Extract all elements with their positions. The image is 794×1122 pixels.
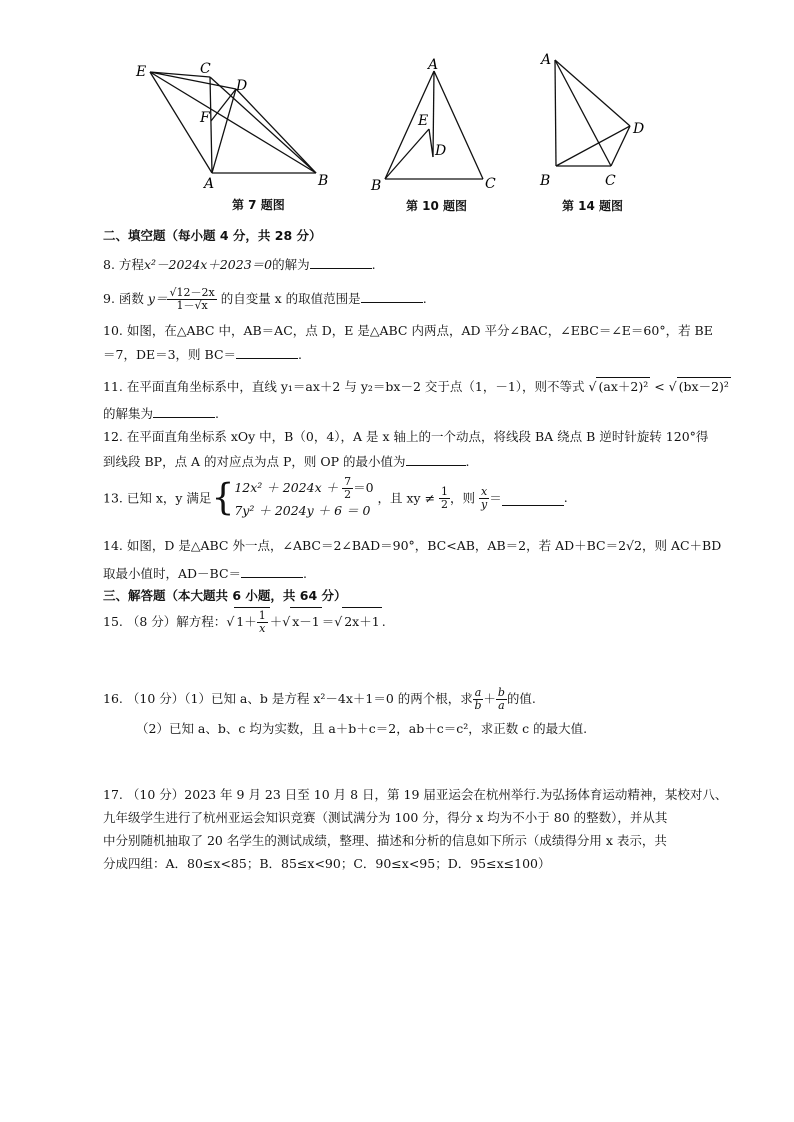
section-3-title: 三、解答题（本大题共 6 小题，共 64 分） — [103, 588, 347, 603]
question-15: 15. （8 分）解方程：√ 1＋ $\frac{1}{x}$ ＋√ x－1 ＝√ 2x＋1 . — [103, 609, 386, 635]
figure-14-caption: 第 14 题图 — [562, 199, 624, 213]
q9-pre: 函数 — [118, 291, 144, 306]
segment-EB — [150, 72, 316, 173]
q11-number: 11. — [103, 379, 123, 394]
question-12-line2: 到线段 BP，点 A 的对应点为点 P，则 OP 的最小值为 . — [103, 451, 470, 471]
segment-DA — [212, 89, 236, 173]
q11-right-radicand: (bx－2)² — [678, 379, 729, 394]
q12-line2: 到线段 BP，点 A 的对应点为点 P，则 OP 的最小值为 — [103, 454, 406, 469]
label-C: C — [200, 61, 211, 77]
label-D: D — [236, 78, 248, 94]
segment-AB — [555, 60, 556, 166]
label-E: E — [418, 113, 429, 129]
label-B: B — [371, 178, 382, 194]
question-9: 9. 函数 y＝ $\frac{√12-2x}{1-√x}$ 的自变量 x 的取值范围是 . — [103, 286, 427, 312]
q13-eq1-a: 12x² ＋ 2024x ＋ — [234, 480, 339, 495]
q9-post: 的自变量 x 的取值范围是 — [220, 291, 361, 306]
q14-line2: 取最小值时，AD－BC＝ — [103, 566, 242, 581]
q11-line2: 的解集为 — [103, 406, 154, 421]
q15-rad1-den: x — [259, 622, 266, 635]
q11-answer-blank[interactable] — [153, 403, 215, 418]
question-13: 13. 已知 x，y 满足{ 12x² ＋ 2024x ＋ $\frac{7}{2}$ ＝0 7y² ＋ 2024y ＋ 6 ＝ 0 ，且 xy ≠ $\frac{1}{2}$ ，则 $\frac{x}{y}$ ＝ . — [103, 476, 568, 521]
question-17-line4 — [103, 855, 551, 873]
segment-ED — [429, 129, 433, 157]
q13-pre: 已知 x，y 满足 — [126, 490, 212, 506]
q13-eq2: 7y² ＋ 2024y ＋ 6 ＝ 0 — [234, 503, 371, 518]
q16-b-num: b — [497, 686, 505, 699]
question-11: 11. 在平面直角坐标系中，直线 y₁＝ax＋2 与 y₂＝bx－2 交于点（1，－1），则不等式 √ (ax＋2)² < √ (bx－2)² — [103, 379, 729, 394]
q10-line2: ＝7，DE＝3，则 BC＝ — [103, 347, 237, 362]
q14-answer-blank[interactable] — [241, 563, 303, 578]
q13-target-frac — [479, 486, 489, 511]
q11-lt: < — [654, 379, 665, 394]
q13-answer-blank[interactable] — [502, 491, 564, 506]
q16-part2: （2）已知 a、b、c 均为实数，且 a＋b＋c＝2，ab＋c＝c²，求正数 c 的最大值. — [136, 721, 588, 736]
q17-line2: 九年级学生进行了杭州亚运会知识竞赛（测试满分为 100 分，得分 x 均为不小于 80 的整数），并从其 — [103, 810, 668, 825]
q8-answer-blank[interactable] — [310, 254, 372, 269]
q17-line3: 中分别随机抽取了 20 名学生的测试成绩，整理、描述和分析的信息如下所示（成绩得分用 x 表示，共 — [103, 833, 667, 848]
q15-end: . — [381, 614, 386, 629]
segment-BE — [385, 129, 429, 179]
q10-number: 10. — [103, 323, 123, 338]
q15-radicand-1 — [234, 607, 269, 636]
segment-AD — [555, 60, 630, 126]
q16-b-den: b — [474, 699, 482, 712]
q8-post: 的解为 — [272, 257, 310, 272]
label-C: C — [605, 173, 616, 189]
q8-pre: 方程 — [118, 257, 144, 272]
q13-brace: { — [211, 477, 235, 519]
q13-eq1-frac — [342, 476, 353, 501]
q13-mid: ，且 xy ≠ — [377, 490, 436, 506]
question-12 — [103, 428, 708, 446]
figure-7 — [130, 55, 340, 190]
figure-10-caption: 第 10 题图 — [406, 199, 468, 213]
q16-part1-post: 的值. — [506, 691, 536, 706]
segment-AD — [433, 71, 434, 157]
q13-y: y — [481, 498, 488, 511]
q15-pre: （8 分）解方程： — [126, 614, 227, 629]
q13-x: x — [481, 485, 488, 498]
q16-frac-a-b — [473, 687, 484, 712]
label-A: A — [428, 57, 439, 73]
label-D: D — [435, 143, 447, 159]
question-14-line2: 取最小值时，AD－BC＝ . — [103, 563, 307, 583]
q15-radicand-2: x－1 — [290, 607, 322, 636]
q15-rad1-frac — [257, 610, 268, 635]
q9-numerator: √12－2x — [169, 286, 215, 299]
figure-14 — [535, 48, 655, 193]
q13-number: 13. — [103, 490, 123, 506]
q13-condition-frac — [439, 486, 450, 511]
q9-y: y＝ — [147, 291, 168, 306]
q17-line1: （10 分）2023 年 9 月 23 日至 10 月 8 日，第 19 届亚运会在杭州举行.为弘扬体育运动精神，某校对八、 — [126, 787, 728, 802]
q13-eq1-num: 7 — [344, 475, 352, 488]
q11-line1: 在平面直角坐标系中，直线 y₁＝ax＋2 与 y₂＝bx－2 交于点（1，－1），则不等式 — [126, 379, 585, 394]
q16-number: 16. — [103, 691, 123, 706]
label-C: C — [485, 176, 496, 192]
q16-frac-b-a — [496, 687, 507, 712]
segment-AC — [434, 71, 483, 179]
label-B: B — [540, 173, 551, 189]
question-10-line2: ＝7，DE＝3，则 BC＝ . — [103, 344, 302, 364]
question-8: 8. 方程x²－2024x＋2023＝0的解为 . — [103, 254, 376, 274]
label-F: F — [200, 110, 210, 126]
q16-plus: ＋ — [483, 691, 496, 706]
q14-number: 14. — [103, 538, 123, 553]
q8-number: 8. — [103, 257, 115, 272]
q12-line1: 在平面直角坐标系 xOy 中，B（0，4），A 是 x 轴上的一个动点，将线段 BA 绕点 B 逆时针旋转 120°得 — [126, 429, 709, 444]
question-17-line2 — [103, 809, 667, 827]
q9-denominator: 1－√x — [176, 299, 208, 312]
label-A: A — [541, 52, 552, 68]
question-16 — [103, 686, 536, 712]
q15-rad1-a: 1＋ — [236, 614, 257, 629]
q12-answer-blank[interactable] — [406, 451, 466, 466]
question-10 — [103, 322, 713, 340]
q12-number: 12. — [103, 429, 123, 444]
figure-10 — [365, 55, 505, 195]
label-A: A — [204, 176, 215, 190]
section-2-title: 二、填空题（每小题 4 分，共 28 分） — [103, 228, 322, 243]
q13-eq1-den: 2 — [344, 488, 352, 501]
q15-number: 15. — [103, 614, 123, 629]
label-E: E — [136, 64, 147, 80]
question-14 — [103, 537, 721, 555]
q13-eq1-b: ＝0 — [353, 480, 374, 495]
q9-fraction — [167, 287, 216, 312]
q17-number: 17. — [103, 787, 123, 802]
q13-eq: ＝ — [489, 490, 502, 506]
q15-plus: ＋ — [269, 614, 283, 629]
q16-a-den: a — [498, 699, 505, 712]
q10-answer-blank[interactable] — [236, 344, 298, 359]
label-B: B — [318, 173, 329, 189]
q9-answer-blank[interactable] — [361, 288, 423, 303]
q13-cond-den: 2 — [441, 498, 449, 511]
question-11-line2: 的解集为 . — [103, 403, 219, 423]
question-17-line3 — [103, 832, 667, 850]
segment-CA — [210, 77, 212, 173]
q17-line4: 分成四组：A．80≤x<85；B．85≤x<90；C．90≤x<95；D．95≤x≤100） — [103, 856, 551, 871]
q15-radicand-3: 2x＋1 — [342, 607, 381, 636]
q16-a-num: a — [474, 686, 482, 699]
segment-CD — [611, 126, 630, 166]
q14-line1: 如图，D 是△ABC 外一点，∠ABC＝2∠BAD＝90°，BC<AB，AB＝2，若 AD＋BC＝2√2，则 AC＋BD — [126, 538, 722, 553]
q13-then: ，则 — [450, 490, 476, 506]
q10-line1: 如图，在△ABC 中，AB＝AC，点 D，E 是△ABC 内两点，AD 平分∠BAC，∠EBC＝∠E＝60°，若 BE — [126, 323, 713, 338]
q13-system — [234, 476, 373, 521]
q13-cond-num: 1 — [441, 485, 449, 498]
question-17 — [103, 786, 727, 804]
question-16-part2 — [136, 720, 587, 738]
q15-eq: ＝ — [321, 614, 335, 629]
q8-equation: x²－2024x＋2023＝0 — [143, 257, 273, 272]
segment-AC — [555, 60, 611, 166]
q9-number: 9. — [103, 291, 115, 306]
label-D: D — [633, 121, 645, 137]
q16-part1-pre: （10 分）（1）已知 a、b 是方程 x²－4x＋1＝0 的两个根，求 — [126, 691, 473, 706]
q15-rad1-num: 1 — [258, 609, 266, 622]
figure-7-caption: 第 7 题图 — [232, 198, 285, 212]
q11-left-radicand: (ax＋2)² — [598, 379, 649, 394]
